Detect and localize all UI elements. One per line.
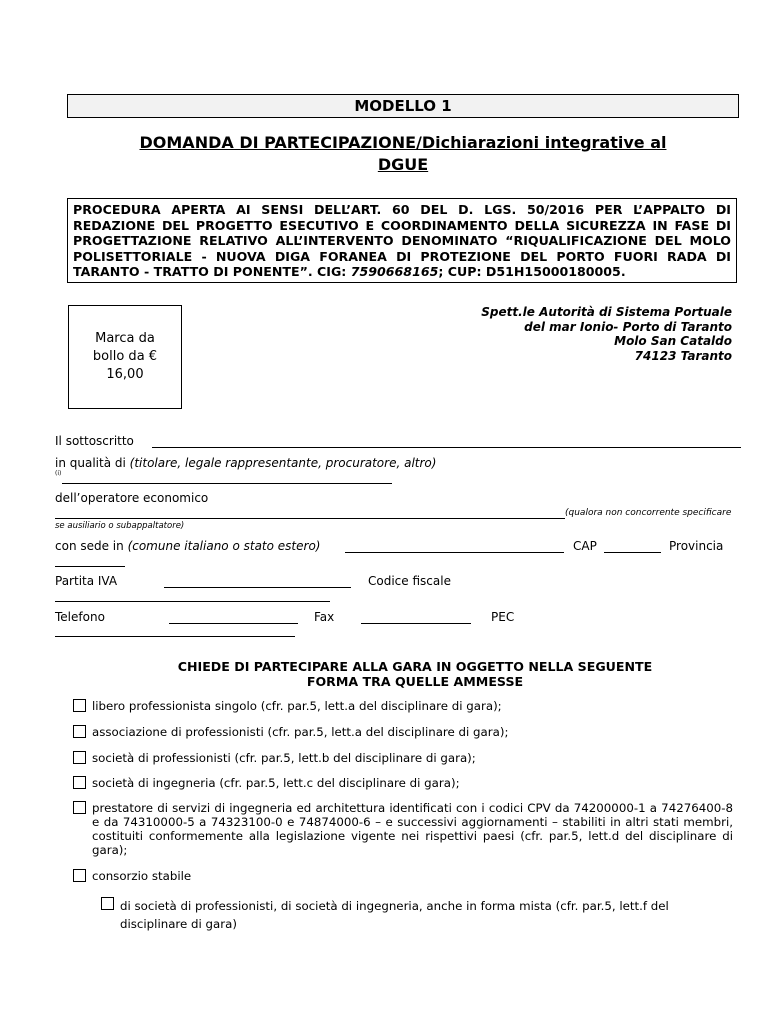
pec-label: PEC (491, 610, 515, 624)
qualita-label: in qualità di (titolare, legale rappresentante, procuratore, altro) (55, 456, 437, 470)
qualita-note: (i) (55, 470, 62, 477)
operatore-field[interactable] (55, 518, 565, 519)
sede-label: con sede in (comune italiano o stato estero) (55, 539, 321, 553)
address-line1: Spett.le Autorità di Sistema Portuale (481, 305, 732, 319)
telefono-field[interactable] (169, 623, 298, 624)
sede-hint: (comune italiano o stato estero) (127, 539, 321, 553)
piva-label: Partita IVA (55, 574, 118, 588)
option-label: società di professionisti (cfr. par.5, lett.b del disciplinare di gara); (92, 751, 476, 765)
address-line4: 74123 Taranto (634, 348, 732, 363)
document-title-line2: DGUE (377, 155, 429, 174)
cf-label: Codice fiscale (368, 574, 451, 588)
piva-field[interactable] (164, 587, 351, 588)
fax-field[interactable] (361, 623, 471, 624)
option-checkbox[interactable] (73, 697, 86, 716)
qualita-hint: (titolare, legale rappresentante, procuratore, altro) (129, 456, 437, 470)
option-checkbox[interactable] (73, 799, 86, 818)
procedure-box (67, 198, 737, 283)
qualita-field[interactable] (62, 483, 392, 484)
stamp-line2: bollo da € (92, 349, 158, 364)
provincia-label: Provincia (669, 539, 724, 553)
cf-field[interactable] (55, 601, 330, 602)
request-heading (80, 659, 750, 689)
cup-code: ; CUP: D51H15000180005. (438, 264, 626, 279)
option-label: libero professionista singolo (cfr. par.5, lett.a del disciplinare di gara); (92, 699, 502, 713)
option-checkbox[interactable] (73, 749, 86, 768)
document-title (80, 132, 726, 176)
option-label: prestatore di servizi di ingegneria ed architettura identificati con i codici CPV da 74200000-1 a 74276400-8 e da 74310000-5 a 74323100-0 e 74874000-6 – e successivi aggiornamenti – stabiliti in altri stati membri, costituiti conformemente alla legislazione vigente nei rispettivi paesi (cfr. par.5, lett.d del disciplinare di gara); (92, 801, 733, 857)
model-title: MODELLO 1 (67, 94, 739, 118)
document-title-line1: DOMANDA DI PARTECIPAZIONE/Dichiarazioni integrative al (139, 133, 667, 152)
sottoscritto-label: Il sottoscritto (55, 434, 134, 448)
address-line3: Molo San Cataldo (614, 334, 732, 348)
operatore-hint2: se ausiliario o subappaltatore) (55, 521, 185, 531)
option-label: società di ingegneria (cfr. par.5, lett.c del disciplinare di gara); (92, 776, 460, 790)
pec-field[interactable] (55, 636, 295, 637)
operatore-label: dell’operatore economico (55, 491, 209, 505)
option-label: associazione di professionisti (cfr. par.5, lett.a del disciplinare di gara); (92, 725, 509, 739)
option-checkbox[interactable] (73, 723, 86, 742)
request-heading-line2: FORMA TRA QUELLE AMMESSE (306, 674, 524, 689)
fax-label: Fax (314, 610, 335, 624)
operatore-hint1: (qualora non concorrente specificare (565, 508, 732, 518)
stamp-line1: Marca da (95, 331, 155, 346)
telefono-label: Telefono (55, 610, 105, 624)
revenue-stamp-box (68, 305, 182, 409)
stamp-line3: 16,00 (106, 367, 144, 382)
option-checkbox[interactable] (73, 867, 86, 886)
provincia-field[interactable] (55, 566, 125, 567)
cig-code: 7590668165 (350, 264, 439, 279)
cap-field[interactable] (604, 552, 661, 553)
option-label: consorzio stabile (92, 869, 192, 883)
cap-label: CAP (573, 539, 597, 553)
address-line2: del mar Ionio- Porto di Taranto (524, 319, 732, 334)
sub-option-checkbox[interactable] (101, 895, 114, 914)
sub-option-label: di società di professionisti, di società di ingegneria, anche in forma mista (cfr. par.5, lett.f del disciplinare di gara) (120, 899, 669, 931)
sede-field[interactable] (345, 552, 564, 553)
request-heading-line1: CHIEDE DI PARTECIPARE ALLA GARA IN OGGETTO NELLA SEGUENTE (177, 659, 653, 674)
procedure-text: PROCEDURA APERTA AI SENSI DELL’ART. 60 DEL D. LGS. 50/2016 PER L’APPALTO DI REDAZIONE DEL PROGETTO ESECUTIVO E COORDINAMENTO DELLA SICUREZZA IN FASE DI PROGETTAZIONE RELATIVO ALL’INTERVENTO DENOMINATO “RIQUALIFICAZIONE DEL MOLO POLISETTORIALE - NUOVA DIGA FORANEA DI PROTEZIONE DEL PORTO FUORI RADA DI TARANTO - TRATTO DI PONENTE”. CIG: (73, 202, 731, 279)
sottoscritto-field[interactable] (152, 447, 741, 448)
recipient-address (481, 305, 732, 363)
option-checkbox[interactable] (73, 774, 86, 793)
